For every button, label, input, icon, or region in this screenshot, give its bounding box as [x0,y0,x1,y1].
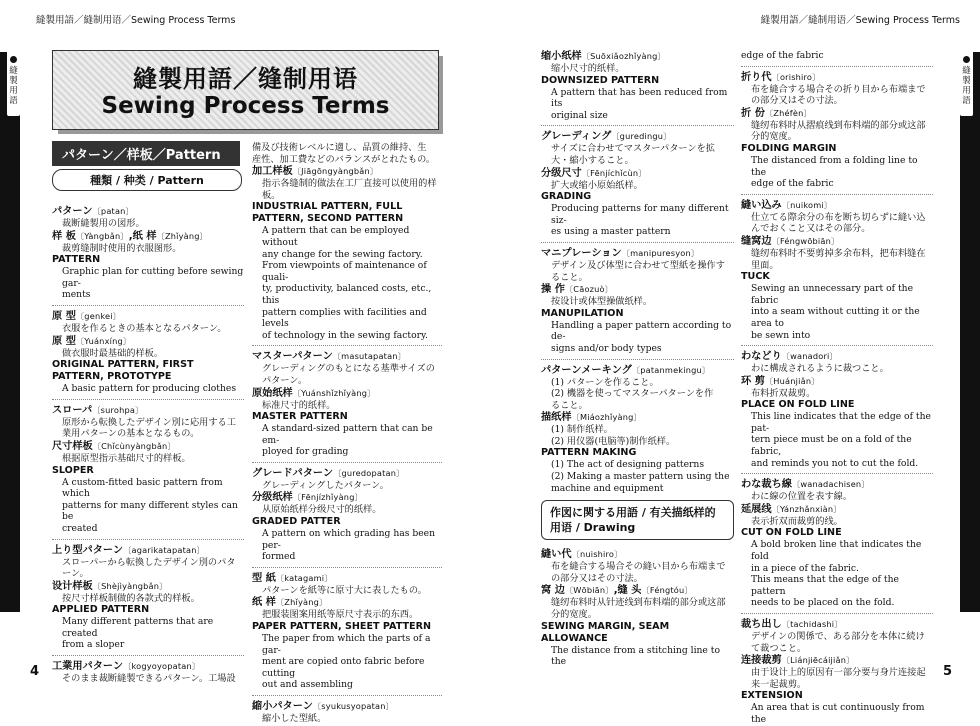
definition-line: 缝纫布料时不要剪掉多余布料，把布料缝在 [751,247,926,259]
term-label: 缝窝边 [741,235,772,247]
english-definition-line: and reminds you not to cut the fold. [751,457,919,469]
definition-line: 原形から転換したデザイン別に応用する工 [62,416,236,428]
term-label: パターン [52,206,93,217]
term-label: 缩小纸样 [541,51,582,62]
term-reading: 〔Yuánshǐzhǐyàng〕 [292,387,376,398]
term-label: わなどり [741,351,782,363]
definition-line: ること。 [551,399,588,411]
definition-line: 布料折双裁剪。 [751,387,816,399]
definition-line: (2) 機器を使ってマスターパターンを作 [551,388,714,400]
term-heading [541,247,734,260]
term-label: 操 作 [541,284,565,296]
definition-line: ること。 [551,271,588,283]
english-definition-line: pattern complies with facilities and levels [262,306,427,330]
english-definition-line: The distance from a stitching line to the [551,644,721,668]
term-label: 上り型パターン [52,544,124,556]
definition-line: グレーディングしたパターン。 [262,479,389,491]
term-reading: 〔Chǐcùnyàngbǎn〕 [92,440,176,451]
definition-line: 布を縫合する場合その縫い目から布端まで [551,561,726,573]
page-header-right: 縫製用語／縫制用语／Sewing Process Terms [760,15,960,26]
entry-separator [52,655,244,656]
term-heading [541,584,734,597]
definition-line: 按尺寸样板制做的各款式的样板。 [62,592,200,604]
term-reading: 〔surohpa〕 [92,404,144,415]
term-reading: 〔kogyoyopatan〕 [123,661,201,672]
english-definition-line: signs and/or body types [551,342,662,354]
english-definition-line: created [62,522,98,534]
term-label: 分级尺寸 [541,167,582,179]
english-definition-line: be sewn into [751,329,811,341]
term-label: 分级纸样 [252,492,293,504]
entry-separator [252,567,442,568]
english-definition-line: out and assembling [262,679,353,691]
term-heading [52,205,244,218]
entry-separator [252,345,442,346]
term-reading: 〔Wōbiān〕 [564,585,614,596]
entry-separator [541,125,734,126]
term-label: 纸 样 [252,597,276,609]
term-label: スローパ [52,404,93,416]
term-label: 加工样板 [252,166,293,178]
english-definition-line: A pattern on which grading has been per- [262,528,436,551]
term-label: グレードパターン [252,467,334,479]
definition-line: 里面。 [751,259,779,271]
subsection-heading: 種類 / 种类 / Pattern [52,169,242,191]
english-term: ORIGINAL PATTERN, FIRST PATTERN, PROTOTYPE [52,359,194,383]
definition-line: そのまま裁断縫製できるパターン。工場設 [62,673,236,685]
term-reading: 〔nuishiro〕 [571,549,623,560]
term-reading: 〔patanmekingu〕 [631,364,711,375]
term-heading [252,700,442,713]
term-reading: 〔guredingu〕 [611,131,672,142]
term-heading [741,107,933,120]
definition-line: (1) パターンを作ること。 [551,376,659,388]
entry-separator [52,305,244,306]
english-term: SEWING MARGIN, SEAM ALLOWANCE [541,620,670,644]
term-heading [741,199,933,212]
definition-line: わに線の位置を表す線。 [751,491,853,503]
term-label: 连接裁剪 [741,655,782,667]
english-term: APPLIED PATTERN [52,604,150,616]
definition-line: 業用パターンの基本となるもの。 [62,428,200,440]
term-label: 窝 边 [541,585,565,597]
term-heading [541,130,734,143]
definition-line: 板。 [262,189,281,201]
definition-line: て裁つこと。 [751,642,807,654]
definition-line: グレーディングのもとになる基準サイズの [262,363,435,375]
definition-line: サイズに合わせてマスターパターンを拡 [551,143,715,155]
term-reading: 〔Fēnjízhǐyàng〕 [292,492,363,503]
term-label: ,纸 样 [128,230,157,242]
english-definition-line: into a seam without cutting it or the area to [751,306,920,329]
english-definition-line: needs to be placed on the fold. [751,597,895,609]
term-label: 原 型 [52,335,76,347]
term-reading: 〔syukusyopatan〕 [312,701,395,711]
term-label: マスターパターン [252,351,333,363]
term-heading [252,387,442,400]
term-reading: 〔Huánjiǎn〕 [764,375,820,386]
term-reading: 〔Féngtóu〕 [641,585,693,596]
term-label: 样 板 [52,230,76,242]
term-heading [741,71,933,84]
term-heading [741,375,933,388]
definition-line: 由于设计上的原因有一部分要与身片连接起 [751,667,926,679]
term-reading: 〔Suōxiǎozhǐyàng〕 [581,51,666,61]
entry-separator [52,399,244,400]
page-number-right: 5 [942,664,952,679]
english-definition-line: in a piece of the fabric. [751,562,859,574]
definition-line: 分的宽度。 [551,609,597,621]
entry-separator [541,242,734,243]
side-tab-label: 縫製用語 [9,66,18,106]
definition-line: 大・縮小すること。 [551,154,634,166]
term-reading: 〔Yuánxíng〕 [75,335,132,346]
term-label: 折り代 [741,71,772,83]
definition-line: 来一起裁剪。 [751,678,807,690]
term-reading: 〔Yàngbǎn〕 [75,230,129,241]
term-heading [741,478,933,491]
page-title-en: Sewing Process Terms [101,93,390,119]
term-label: 型 紙 [252,572,276,584]
term-reading: 〔Cāozuò〕 [564,284,614,295]
english-definition-line: es using a master pattern [551,226,671,238]
term-heading [741,350,933,363]
definition-line: 缝纫布料时从摺痕线到布料端的部分或这部 [751,119,926,131]
term-label: 縫い込み [741,199,782,211]
definition-line: の部分又はその寸法。 [551,572,643,584]
term-label: 縫い代 [541,549,572,561]
term-reading: 〔guredopatan〕 [333,467,405,478]
side-tab-left [0,52,20,612]
term-label: 原 型 [52,310,76,322]
english-definition-line: The paper from which the parts of a gar- [262,633,431,656]
definition-line: 裁断縫製用の図形。 [62,218,145,229]
term-heading [252,491,442,504]
term-label: 环 剪 [741,375,765,387]
definition-line: (2) 用仪器(电脑等)制作纸样。 [551,435,676,447]
section-heading: パターン／样板／Pattern [52,141,240,166]
entry-separator [741,613,933,614]
term-reading: 〔masutapatan〕 [332,351,407,362]
english-term: PLACE ON FOLD LINE [741,399,855,411]
english-definition-line: ments [62,289,91,301]
term-label: ,缝 头 [613,585,642,597]
term-heading [541,411,734,424]
english-definition-line: any change for the sewing factory. [262,248,423,260]
english-definition-line: A bold broken line that indicates the fold [751,539,922,563]
english-definition-line: Sewing an unnecessary part of the fabric [751,283,914,306]
term-heading [541,50,734,63]
page-number-left: 4 [30,664,40,679]
drawing-subsection-heading: 作図に関する用語 / 有关描纸样的用语 / Drawing [541,500,734,540]
term-heading [52,230,244,243]
english-definition-line: The distanced from a folding line to the [751,154,918,178]
term-label: 裁ち出し [741,619,782,630]
term-reading: 〔tachidashi〕 [781,619,843,629]
english-definition-line: This line indicates that the edge of the pat- [751,411,931,434]
term-heading [541,167,734,180]
term-label: 尺寸样板 [52,440,93,452]
side-tab-right [960,52,980,612]
term-heading [741,618,933,631]
term-reading: 〔orishiro〕 [771,71,821,82]
english-definition-line: formed [262,551,296,563]
term-reading: 〔Shèjìyàngbǎn〕 [92,580,168,591]
term-heading [52,310,244,323]
column-3 [541,50,734,668]
definition-line: 指示各缝制的做法在工厂直接可以使用的样 [262,178,437,190]
entry-separator [252,695,442,696]
english-definition-line: From viewpoints of maintenance of quali- [262,260,427,283]
english-term: PAPER PATTERN, SHEET PATTERN [252,621,432,633]
definition-line: デザインの関係で、ある部分を本体に続け [751,631,925,642]
english-definition-line: A pattern that has been reduced from its [551,86,728,110]
definition-line: 縮小した型紙。 [262,713,327,724]
entry-separator [741,473,933,474]
term-label: 工業用パターン [52,661,124,673]
term-label: 折 份 [741,107,765,119]
english-definition-line: Graphic plan for cutting before sewing gar- [62,266,244,289]
english-definition-line: Handling a paper pattern according to de- [551,319,732,343]
english-term: DOWNSIZED PATTERN [541,74,660,86]
term-heading [52,580,244,593]
english-term: MASTER PATTERN [252,411,348,423]
english-definition-line: patterns for many different styles can be [62,499,238,523]
definition-line: 把服装图案用纸等原尺寸表示的东西。 [262,609,419,621]
term-reading: 〔agarikatapatan〕 [123,544,206,555]
english-definition-line: (1) The act of designing patterns [551,459,705,471]
english-term: GRADING [541,191,592,203]
term-reading: 〔Yánzhǎnxiàn〕 [771,503,842,514]
english-term: PATTERN [52,254,101,266]
definition-line: 裁剪缝制时使用的衣服图形。 [62,242,182,254]
term-heading [252,572,442,585]
definition-line: デザイン及び体型に合わせて型紙を操作す [551,259,725,271]
english-term: INDUSTRIAL PATTERN, FULL PATTERN, SECOND PATTERN [252,201,404,225]
term-heading [52,544,244,557]
english-term: FOLDING MARGIN [741,142,837,154]
term-heading [252,350,442,363]
term-reading: 〔Jiāgōngyàngbǎn〕 [292,166,379,177]
english-definition-line: ty, productivity, balanced costs, etc., this [262,283,432,306]
term-heading [52,335,244,348]
english-definition-line: edge of the fabric [751,178,834,190]
english-term: PATTERN MAKING [541,447,637,459]
english-definition-line: (2) Making a master pattern using the [551,471,730,483]
english-term: EXTENSION [741,690,803,702]
english-definition-line: from a sloper [62,639,125,651]
column-2 [252,142,442,725]
term-reading: 〔Féngwōbiān〕 [771,235,840,246]
english-definition-line: tern piece must be on a fold of the fabric, [751,434,912,458]
english-definition-line: A basic pattern for producing clothes [62,383,237,395]
entry-separator [741,345,933,346]
english-term: SLOPER [52,464,94,476]
english-definition-line: A pattern that can be employed without [262,225,410,248]
term-reading: 〔Miáozhǐyàng〕 [571,412,642,423]
term-heading [541,364,734,377]
term-reading: 〔patan〕 [92,206,134,216]
term-reading: 〔Liánjiēcáijiǎn〕 [781,655,855,666]
term-heading [52,660,244,673]
english-definition-line: of technology in the sewing factory. [262,329,428,341]
english-term: GRADED PATTER [252,516,341,528]
definition-line: パターン。 [262,374,308,386]
definition-line: 仕立てる際余分の布を断ち切らずに縫い込 [751,211,926,223]
definition-line: 扩大或缩小原始纸样。 [551,179,643,191]
term-reading: 〔nuikomi〕 [781,199,833,210]
term-heading [252,467,442,480]
term-heading [741,654,933,667]
bullet-icon [10,56,17,63]
term-heading [52,440,244,453]
term-reading: 〔wanadori〕 [781,351,838,362]
term-label: パターンメーキング [541,364,632,376]
definition-line: 根据原型指示基础尺寸的样板。 [62,452,191,464]
english-definition-line: Many different patterns that are created [62,616,214,639]
entry-separator [541,359,734,360]
english-definition-line: ment are copied onto fabric before cutting [262,656,425,679]
term-heading [741,503,933,516]
english-definition-line: original size [551,109,608,121]
term-label: 描纸样 [541,412,572,424]
term-heading [741,235,933,248]
definition-line: 按设计或体型操做纸样。 [551,296,653,308]
term-label: マニプレーション [541,247,622,259]
definition-line: 布を縫合する場合その折り目から布端まで [751,83,926,95]
title-box [52,50,439,130]
term-reading: 〔Zhǐyàng〕 [156,230,209,241]
definition-line: 備及び技術レベルに適し、品質の維持、生 [252,142,427,153]
term-reading: 〔katagami〕 [275,572,333,583]
column-4 [741,50,933,726]
definition-line: 从原始纸样分级尺寸的纸样。 [262,504,382,516]
term-label: 设计样板 [52,580,93,592]
page-title-jp: 縫製用語／缝制用语 [133,65,358,93]
term-reading: 〔wanadachisen〕 [791,479,870,490]
definition-line: 産性、加工費などのバランスがとれたもの。 [252,153,436,165]
english-definition-line: This means that the edge of the pattern [751,574,899,597]
english-definition-line: ployed for grading [262,446,349,458]
english-definition-line: machine and equipment [551,482,664,494]
definition-line: の部分又はその寸法。 [751,95,843,107]
definition-line: 衣服を作るときの基本となるパターン。 [62,322,227,334]
term-heading [52,404,244,417]
english-term: MANUPILATION [541,307,624,319]
definition-line: 表示折双而裁剪的线。 [751,515,843,527]
term-heading [541,283,734,296]
definition-line: わに構成されるように裁つこと。 [751,363,889,375]
english-term: CUT ON FOLD LINE [741,527,842,539]
column-1 [52,205,244,685]
side-tab-label: 縫製用語 [962,66,971,106]
english-definition-line: A custom-fitted basic pattern from which [62,476,223,500]
definition-line: んでおくこと又はその部分。 [751,223,871,235]
term-heading [252,165,442,178]
definition-line: 做衣服时最基础的样板。 [62,347,164,359]
entry-separator [741,66,933,67]
term-reading: 〔Zhǐyàng〕 [275,597,328,608]
term-reading: 〔genkei〕 [75,310,122,321]
entry-separator [252,462,442,463]
term-label: 原始纸样 [252,387,293,399]
definition-line: スローパーから転換したデザイン別のパタ [62,556,236,568]
english-term: TUCK [741,271,770,283]
term-label: 縮小パターン [252,701,313,712]
term-label: 延展线 [741,503,772,515]
definition-line: (1) 制作纸样。 [551,424,613,436]
term-heading [252,596,442,609]
page-header-left: 縫製用語／縫制用语／Sewing Process Terms [36,15,236,26]
term-reading: 〔Fēnjíchǐcùn〕 [581,167,647,178]
term-label: グレーディング [541,131,612,143]
term-reading: 〔Zhéfèn〕 [764,107,812,118]
entry-separator [741,194,933,195]
english-definition-line: A standard-sized pattern that can be em- [262,423,433,446]
entry-separator [52,539,244,540]
definition-line: ーン。 [62,568,89,580]
term-heading [541,548,734,561]
definition-line: パターンを紙等に原寸大に表したもの。 [262,584,427,596]
definition-line: edge of the fabric [741,50,824,61]
definition-line: 缝纫布料时从针迹线到布料端的部分或这部 [551,597,726,609]
term-reading: 〔manipuresyon〕 [621,247,700,258]
definition-line: 缩小尺寸的纸样。 [551,63,625,74]
definition-line: 分的宽度。 [751,131,797,143]
english-definition-line: An area that is cut continuously from the [751,702,925,725]
bullet-icon [963,56,970,63]
english-definition-line: Producing patterns for many different siz- [551,203,729,226]
term-label: わな裁ち線 [741,479,792,491]
definition-line: 标准尺寸的纸样。 [262,399,336,411]
